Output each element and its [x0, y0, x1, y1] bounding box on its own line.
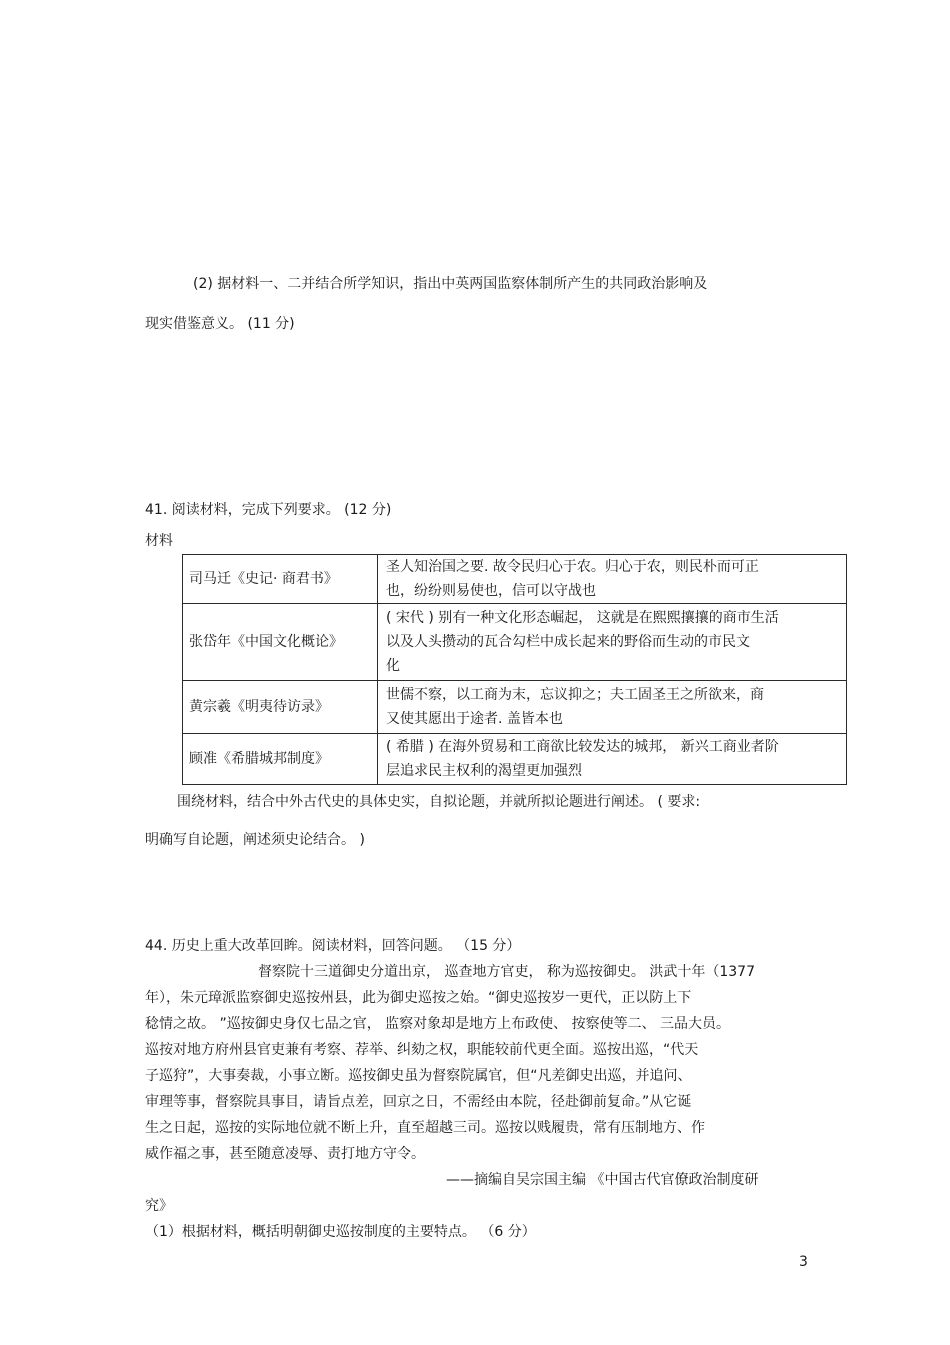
table-row	[183, 734, 847, 785]
table-text-line: 又使其愿出于途者. 盖皆本也	[386, 711, 563, 727]
table-text-cell	[378, 555, 847, 604]
passage-line: 生之日起，巡按的实际地位就不断上升，直至超越三司。巡按以贱履贵，常有压制地方、作	[145, 1120, 705, 1136]
table-text-cell	[378, 681, 847, 734]
material-table	[182, 554, 847, 785]
question-44-heading: 44. 历史上重大改革回眸。阅读材料，回答问题。 （15 分）	[145, 938, 521, 954]
table-text-line: 世儒不察，以工商为末，忘议抑之；夫工固圣王之所欲来，商	[386, 687, 764, 703]
material-label: 材料	[145, 533, 173, 549]
passage-line: 巡按对地方府州县官吏兼有考察、荐举、纠劾之权，职能较前代更全面。巡按出巡，“代天	[145, 1042, 699, 1058]
table-source-cell: 顾准《希腊城邦制度》	[183, 734, 378, 785]
table-text-line: ( 希腊 ) 在海外贸易和工商欲比较发达的城邦， 新兴工商业者阶	[386, 739, 779, 755]
table-row	[183, 681, 847, 734]
passage-line: 子巡狩”，大事奏裁，小事立断。巡按御史虽为督察院属官，但“凡差御史出巡，并追问、	[145, 1068, 692, 1084]
passage-line: 审理等事，督察院具事目，请旨点差，回京之日，不需经由本院，径赴御前复命。”从它诞	[145, 1094, 692, 1110]
table-text-cell	[378, 734, 847, 785]
table-text-line: 层追求民主权利的渴望更加强烈	[386, 763, 582, 779]
question-2-line-2: 现实借鉴意义。 (11 分)	[145, 316, 295, 332]
table-source-cell: 张岱年《中国文化概论》	[183, 604, 378, 681]
passage-line: 年），朱元璋派监察御史巡按州县，此为御史巡按之始。“御史巡按岁一更代，正以防上下	[145, 990, 692, 1006]
table-source-cell: 黄宗羲《明夷待访录》	[183, 681, 378, 734]
table-text-line: 也，纷纷则易使也，信可以守战也	[386, 583, 596, 599]
page-number: 3	[799, 1254, 808, 1270]
question-44-sub-1: （1）根据材料，概括明朝御史巡按制度的主要特点。 （6 分）	[145, 1224, 536, 1240]
question-41-heading: 41. 阅读材料，完成下列要求。 (12 分)	[145, 502, 392, 518]
table-text-line: 化	[386, 658, 400, 674]
table-text-line: ( 宋代 ) 别有一种文化形态崛起， 这就是在熙熙攘攘的商市生活	[386, 610, 779, 626]
citation-line-2: 究》	[145, 1198, 173, 1214]
passage-line: 督察院十三道御史分道出京， 巡查地方官吏， 称为巡按御史。 洪武十年（1377	[258, 964, 755, 980]
passage-line: 稔情之故。 ”巡按御史身仅七品之官， 监察对象却是地方上布政使、 按察使等二、 三品大员。	[145, 1016, 731, 1032]
passage-line: 威作福之事，甚至随意凌辱、责打地方守令。	[145, 1146, 425, 1162]
citation-line-1: ——摘编自吴宗国主编 《中国古代官僚政治制度研	[446, 1172, 759, 1188]
question-41-task-line-2: 明确写自论题，阐述须史论结合。 )	[145, 832, 365, 848]
table-text-line: 以及人头攒动的瓦合勾栏中成长起来的野俗而生动的市民文	[386, 634, 750, 650]
table-row	[183, 604, 847, 681]
question-41-task-line-1: 围绕材料，结合中外古代史的具体史实，自拟论题，并就所拟论题进行阐述。 ( 要求:	[177, 794, 701, 810]
table-source-cell: 司马迁《史记· 商君书》	[183, 555, 378, 604]
table-text-line: 圣人知治国之要. 故令民归心于农。归心于农，则民朴而可正	[386, 559, 759, 575]
table-text-cell	[378, 604, 847, 681]
question-2-line-1: (2) 据材料一、二并结合所学知识，指出中英两国监察体制所产生的共同政治影响及	[193, 276, 708, 292]
table-row	[183, 555, 847, 604]
